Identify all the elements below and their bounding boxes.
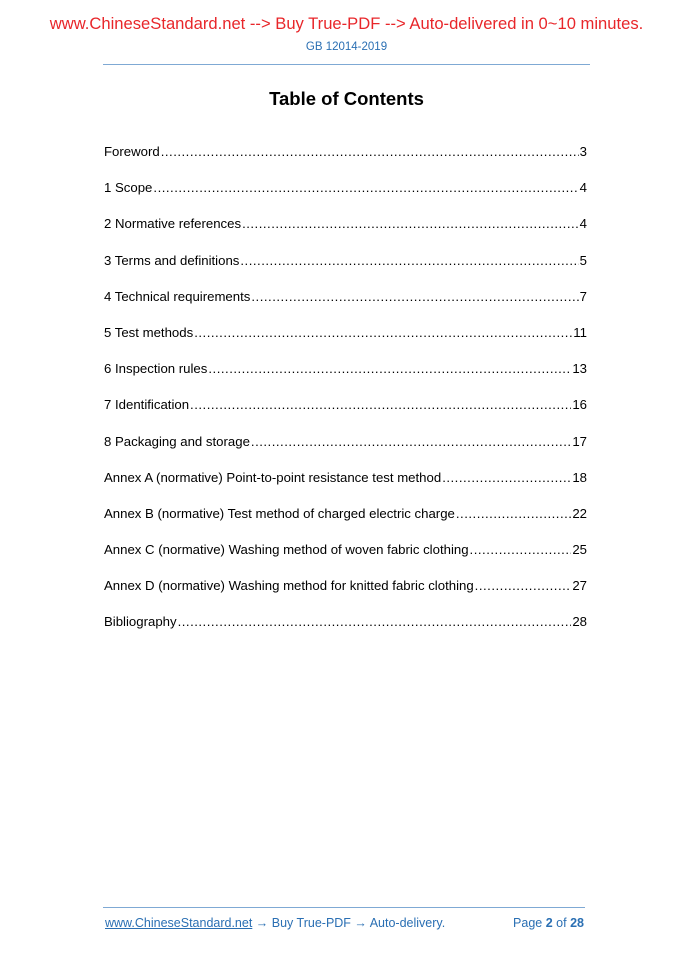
- toc-entry-label: 3 Terms and definitions: [104, 252, 240, 268]
- page-indicator: [513, 916, 584, 930]
- footer-divider: [103, 907, 585, 908]
- toc-leader-dots: [190, 397, 571, 412]
- toc-leader-dots: [178, 614, 572, 629]
- toc-entry-page: 7: [579, 288, 587, 304]
- toc-leader-dots: [442, 470, 571, 485]
- toc-entry-page: 27: [572, 578, 587, 594]
- toc-entry-page: 16: [572, 397, 587, 413]
- toc-entry-annex-b[interactable]: [104, 506, 587, 542]
- toc-entry-annex-a[interactable]: [104, 470, 587, 506]
- toc-leader-dots: [194, 325, 572, 340]
- page-of: of: [556, 916, 567, 930]
- toc-entry-label: 8 Packaging and storage: [104, 433, 250, 449]
- toc-entry-page: 28: [572, 614, 587, 630]
- toc-leader-dots: [161, 144, 579, 159]
- table-of-contents: [104, 144, 587, 651]
- toc-entry-page: 13: [572, 361, 587, 377]
- toc-leader-dots: [242, 216, 579, 231]
- total-page-count: 28: [570, 916, 584, 930]
- toc-entry-label: Foreword: [104, 144, 160, 159]
- toc-entry-normative-references[interactable]: [104, 216, 587, 252]
- toc-entry-page: 17: [572, 433, 587, 449]
- toc-leader-dots: [208, 361, 571, 376]
- toc-entry-label: 2 Normative references: [104, 216, 242, 232]
- toc-entry-test-methods[interactable]: [104, 325, 587, 361]
- toc-entry-label: 4 Technical requirements: [104, 288, 251, 304]
- toc-entry-label: 1 Scope: [104, 180, 153, 196]
- toc-entry-label: Bibliography: [104, 614, 177, 630]
- toc-leader-dots: [470, 542, 572, 557]
- footer-promo: [105, 916, 445, 930]
- toc-entry-page: 3: [579, 144, 587, 159]
- toc-entry-label: 6 Inspection rules: [104, 361, 208, 377]
- toc-entry-label: Annex C (normative) Washing method of woven fabric clothing: [104, 542, 469, 558]
- toc-entry-page: 4: [579, 216, 587, 232]
- toc-leader-dots: [251, 289, 578, 304]
- page-footer: [105, 916, 584, 930]
- toc-entry-technical-requirements[interactable]: [104, 289, 587, 325]
- current-page-number: 2: [545, 916, 553, 930]
- toc-entry-page: 5: [579, 252, 587, 268]
- toc-leader-dots: [456, 506, 571, 521]
- toc-entry-label: Annex D (normative) Washing method for knitted fabric clothing: [104, 578, 474, 594]
- footer-tagline: → Buy True-PDF → Auto-delivery.: [252, 916, 446, 930]
- toc-entry-scope[interactable]: [104, 180, 587, 216]
- toc-entry-page: 18: [572, 469, 587, 485]
- page-title: Table of Contents: [269, 88, 424, 109]
- toc-entry-foreword[interactable]: [104, 144, 587, 180]
- toc-entry-page: 4: [579, 180, 587, 196]
- promo-banner[interactable]: www.ChineseStandard.net --> Buy True-PDF --> Auto-delivered in 0~10 minutes.: [49, 14, 644, 33]
- toc-leader-dots: [475, 578, 572, 593]
- toc-entry-label: 5 Test methods: [104, 324, 194, 340]
- toc-entry-page: 22: [572, 505, 587, 521]
- page-prefix: Page: [513, 916, 543, 930]
- toc-entry-packaging-storage[interactable]: [104, 434, 587, 470]
- toc-entry-inspection-rules[interactable]: [104, 361, 587, 397]
- toc-entry-page: 11: [573, 324, 587, 340]
- toc-entry-label: Annex A (normative) Point-to-point resistance test method: [104, 469, 442, 485]
- toc-entry-page: 25: [572, 542, 587, 558]
- toc-entry-annex-c[interactable]: [104, 542, 587, 578]
- standard-code: GB 12014-2019: [305, 41, 388, 53]
- toc-entry-label: Annex B (normative) Test method of charged electric charge: [104, 505, 455, 521]
- toc-leader-dots: [240, 253, 578, 268]
- toc-entry-label: 7 Identification: [104, 397, 190, 413]
- header-divider: [103, 64, 590, 65]
- toc-leader-dots: [251, 434, 571, 449]
- site-link[interactable]: www.ChineseStandard.net: [105, 916, 253, 930]
- toc-entry-terms-definitions[interactable]: [104, 253, 587, 289]
- toc-entry-identification[interactable]: [104, 397, 587, 433]
- toc-entry-annex-d[interactable]: [104, 578, 587, 614]
- toc-entry-bibliography[interactable]: [104, 614, 587, 650]
- toc-leader-dots: [153, 180, 578, 195]
